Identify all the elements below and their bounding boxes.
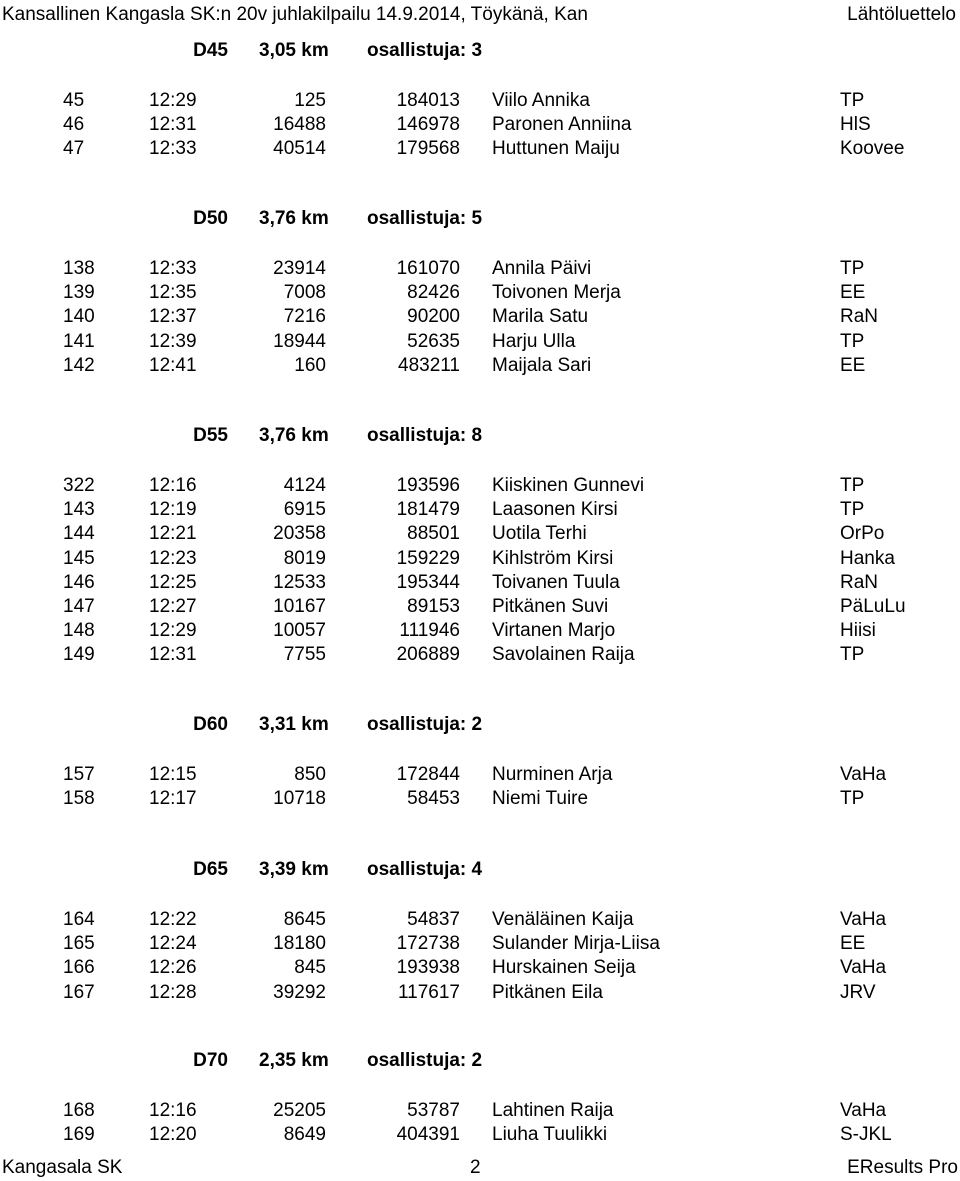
page-header: [0, 3, 960, 27]
entry-row: [0, 113, 960, 137]
entry-list: [0, 908, 960, 1005]
start-time: 12:37: [149, 306, 197, 328]
start-number: 144: [63, 523, 95, 545]
competitor-name: Liuha Tuulikki: [492, 1124, 608, 1146]
emit-number: 12533: [273, 571, 326, 593]
club-name: Hiisi: [840, 620, 876, 642]
competitor-name: Marila Satu: [492, 306, 589, 328]
emit-number: 4124: [283, 475, 326, 496]
class-distance: 3,39 km: [259, 859, 329, 880]
emit-number: 18944: [273, 330, 326, 352]
start-time: 12:23: [149, 547, 197, 569]
start-number: 141: [63, 330, 95, 352]
start-number: 148: [63, 620, 95, 642]
license-number: 111946: [399, 620, 460, 642]
footer-software: EResults Pro: [847, 1157, 958, 1178]
emit-number: 7755: [283, 644, 326, 666]
license-number: 146978: [396, 114, 460, 136]
entry-row: [0, 763, 960, 787]
start-number: 146: [63, 571, 95, 593]
emit-number: 7008: [283, 282, 326, 304]
license-number: 404391: [396, 1124, 460, 1146]
emit-number: 7216: [283, 306, 326, 328]
page-number: 2: [470, 1157, 481, 1178]
competitor-name: Harju Ulla: [492, 330, 576, 352]
license-number: 172738: [396, 933, 460, 955]
start-time: 12:29: [149, 620, 197, 642]
start-number: 138: [63, 258, 95, 279]
emit-number: 10167: [273, 595, 326, 617]
start-number: 166: [63, 957, 95, 979]
license-number: 181479: [396, 499, 460, 521]
class-name: D65: [193, 859, 228, 880]
competitor-name: Laasonen Kirsi: [492, 499, 618, 521]
entry-row: [0, 522, 960, 546]
emit-number: 16488: [273, 114, 326, 136]
club-name: JRV: [840, 981, 876, 1003]
club-name: OrPo: [840, 523, 885, 545]
license-number: 117617: [398, 981, 460, 1003]
club-name: Koovee: [840, 138, 905, 160]
start-time: 12:33: [149, 138, 197, 160]
start-time: 12:41: [149, 354, 197, 376]
class-name: D70: [193, 1050, 228, 1071]
entry-row: [0, 619, 960, 643]
license-number: 52635: [407, 330, 460, 352]
competitor-name: Venäläinen Kaija: [492, 909, 634, 930]
entry-row: [0, 354, 960, 378]
competitor-name: Hurskainen Seija: [492, 957, 636, 979]
emit-number: 8649: [283, 1124, 326, 1146]
class-distance: 2,35 km: [259, 1050, 329, 1071]
start-time: 12:22: [149, 909, 197, 930]
start-number: 45: [63, 90, 85, 111]
start-time: 12:16: [149, 475, 197, 496]
competitor-name: Kihlström Kirsi: [492, 547, 614, 569]
emit-number: 10057: [273, 620, 326, 642]
page-footer: [0, 1156, 960, 1180]
start-time: 12:31: [149, 644, 197, 666]
competitor-name: Paronen Anniina: [492, 114, 632, 136]
competitor-name: Uotila Terhi: [492, 523, 587, 545]
license-number: 193596: [396, 475, 460, 496]
competitor-name: Nurminen Arja: [492, 764, 613, 785]
club-name: TP: [840, 90, 865, 111]
start-number: 143: [63, 499, 95, 521]
emit-number: 20358: [273, 523, 326, 545]
class-heading: [0, 39, 960, 63]
club-name: Hanka: [840, 547, 895, 569]
emit-number: 23914: [273, 258, 326, 279]
entry-row: [0, 1099, 960, 1123]
start-number: 145: [63, 547, 95, 569]
class-distance: 3,05 km: [259, 40, 329, 61]
club-name: TP: [840, 788, 865, 810]
start-number: 47: [63, 138, 85, 160]
license-number: 53787: [407, 1100, 460, 1121]
start-number: 322: [63, 475, 95, 496]
entry-row: [0, 956, 960, 980]
emit-number: 40514: [273, 138, 326, 160]
entry-row: [0, 595, 960, 619]
emit-number: 39292: [273, 981, 326, 1003]
competitor-name: Toivanen Tuula: [492, 571, 620, 593]
start-time: 12:27: [149, 595, 197, 617]
start-number: 140: [63, 306, 95, 328]
club-name: TP: [840, 499, 865, 521]
start-number: 142: [63, 354, 95, 376]
start-time: 12:19: [149, 499, 197, 521]
club-name: EE: [840, 933, 866, 955]
start-time: 12:25: [149, 571, 197, 593]
footer-organizer: Kangasala SK: [2, 1157, 123, 1178]
participant-count: osallistuja: 2: [367, 1050, 483, 1071]
emit-number: 10718: [273, 788, 326, 810]
competitor-name: Huttunen Maiju: [492, 138, 620, 160]
start-time: 12:16: [149, 1100, 197, 1121]
entry-row: [0, 498, 960, 522]
participant-count: osallistuja: 2: [367, 714, 483, 735]
start-number: 139: [63, 282, 95, 304]
class-distance: 3,31 km: [259, 714, 329, 735]
participant-count: osallistuja: 3: [367, 40, 483, 61]
class-heading: [0, 1049, 960, 1073]
start-time: 12:35: [149, 282, 197, 304]
start-number: 149: [63, 644, 95, 666]
entry-row: [0, 932, 960, 956]
license-number: 483211: [398, 354, 460, 376]
club-name: TP: [840, 258, 865, 279]
start-number: 168: [63, 1100, 95, 1121]
start-number: 165: [63, 933, 95, 955]
license-number: 159229: [396, 547, 460, 569]
entry-row: [0, 474, 960, 498]
entry-list: [0, 89, 960, 162]
emit-number: 125: [294, 90, 326, 111]
license-number: 89153: [407, 595, 460, 617]
license-number: 172844: [396, 764, 460, 785]
club-name: VaHa: [840, 909, 887, 930]
start-time: 12:39: [149, 330, 197, 352]
license-number: 90200: [407, 306, 460, 328]
club-name: S-JKL: [840, 1124, 892, 1146]
document-type: Lähtöluettelo: [847, 4, 956, 25]
participant-count: osallistuja: 5: [367, 208, 483, 229]
start-number: 46: [63, 114, 85, 136]
class-heading: [0, 858, 960, 882]
event-title: Kansallinen Kangasla SK:n 20v juhlakilpailu 14.9.2014, Töykänä, Kan: [2, 4, 588, 25]
class-name: D45: [193, 40, 228, 61]
license-number: 179568: [396, 138, 460, 160]
license-number: 161070: [396, 258, 460, 279]
entry-row: [0, 643, 960, 667]
start-time: 12:28: [149, 981, 197, 1003]
competitor-name: Kiiskinen Gunnevi: [492, 475, 645, 496]
club-name: EE: [840, 354, 866, 376]
competitor-name: Pitkänen Eila: [492, 981, 603, 1003]
start-time: 12:26: [149, 957, 197, 979]
entry-row: [0, 305, 960, 329]
license-number: 206889: [396, 644, 460, 666]
entry-row: [0, 89, 960, 113]
emit-number: 845: [294, 957, 326, 979]
club-name: VaHa: [840, 1100, 887, 1121]
class-name: D60: [193, 714, 228, 735]
class-distance: 3,76 km: [259, 425, 329, 446]
start-number: 157: [63, 764, 95, 785]
start-time: 12:20: [149, 1124, 197, 1146]
start-number: 158: [63, 788, 95, 810]
start-time: 12:29: [149, 90, 197, 111]
club-name: PäLuLu: [840, 595, 906, 617]
entry-list: [0, 1099, 960, 1147]
club-name: TP: [840, 475, 865, 496]
competitor-name: Pitkänen Suvi: [492, 595, 609, 617]
start-time: 12:31: [149, 114, 197, 136]
class-heading: [0, 424, 960, 448]
start-time: 12:17: [149, 788, 197, 810]
competitor-name: Lahtinen Raija: [492, 1100, 614, 1121]
start-number: 167: [63, 981, 95, 1003]
competitor-name: Annila Päivi: [492, 258, 592, 279]
club-name: VaHa: [840, 957, 887, 979]
competitor-name: Toivonen Merja: [492, 282, 621, 304]
competitor-name: Savolainen Raija: [492, 644, 635, 666]
competitor-name: Viilo Annika: [492, 90, 590, 111]
class-name: D55: [193, 425, 228, 446]
club-name: VaHa: [840, 764, 887, 785]
start-time: 12:15: [149, 764, 197, 785]
start-time: 12:24: [149, 933, 197, 955]
start-time: 12:21: [149, 523, 197, 545]
license-number: 193938: [396, 957, 460, 979]
start-number: 164: [63, 909, 95, 930]
entry-row: [0, 981, 960, 1005]
entry-row: [0, 787, 960, 811]
entry-row: [0, 137, 960, 161]
entry-list: [0, 763, 960, 811]
license-number: 88501: [407, 523, 460, 545]
competitor-name: Niemi Tuire: [492, 788, 589, 810]
competitor-name: Virtanen Marjo: [492, 620, 616, 642]
entry-row: [0, 547, 960, 571]
club-name: RaN: [840, 306, 879, 328]
participant-count: osallistuja: 4: [367, 859, 483, 880]
entry-row: [0, 571, 960, 595]
start-number: 169: [63, 1124, 95, 1146]
class-name: D50: [193, 208, 228, 229]
entry-row: [0, 330, 960, 354]
participant-count: osallistuja: 8: [367, 425, 483, 446]
emit-number: 8645: [283, 909, 326, 930]
entry-list: [0, 474, 960, 668]
competitor-name: Maijala Sari: [492, 354, 592, 376]
emit-number: 25205: [273, 1100, 326, 1121]
license-number: 58453: [407, 788, 460, 810]
emit-number: 8019: [283, 547, 326, 569]
license-number: 184013: [396, 90, 460, 111]
competitor-name: Sulander Mirja-Liisa: [492, 933, 660, 955]
club-name: RaN: [840, 571, 879, 593]
license-number: 82426: [407, 282, 460, 304]
emit-number: 18180: [273, 933, 326, 955]
entry-row: [0, 1123, 960, 1147]
license-number: 195344: [396, 571, 460, 593]
emit-number: 850: [294, 764, 326, 785]
emit-number: 160: [294, 354, 326, 376]
club-name: HlS: [840, 114, 871, 136]
club-name: TP: [840, 330, 865, 352]
start-time: 12:33: [149, 258, 197, 279]
club-name: EE: [840, 282, 866, 304]
entry-row: [0, 281, 960, 305]
club-name: TP: [840, 644, 865, 666]
class-distance: 3,76 km: [259, 208, 329, 229]
entry-row: [0, 257, 960, 281]
entry-list: [0, 257, 960, 378]
start-number: 147: [63, 595, 95, 617]
class-heading: [0, 207, 960, 231]
entry-row: [0, 908, 960, 932]
class-heading: [0, 713, 960, 737]
emit-number: 6915: [283, 499, 326, 521]
license-number: 54837: [407, 909, 460, 930]
